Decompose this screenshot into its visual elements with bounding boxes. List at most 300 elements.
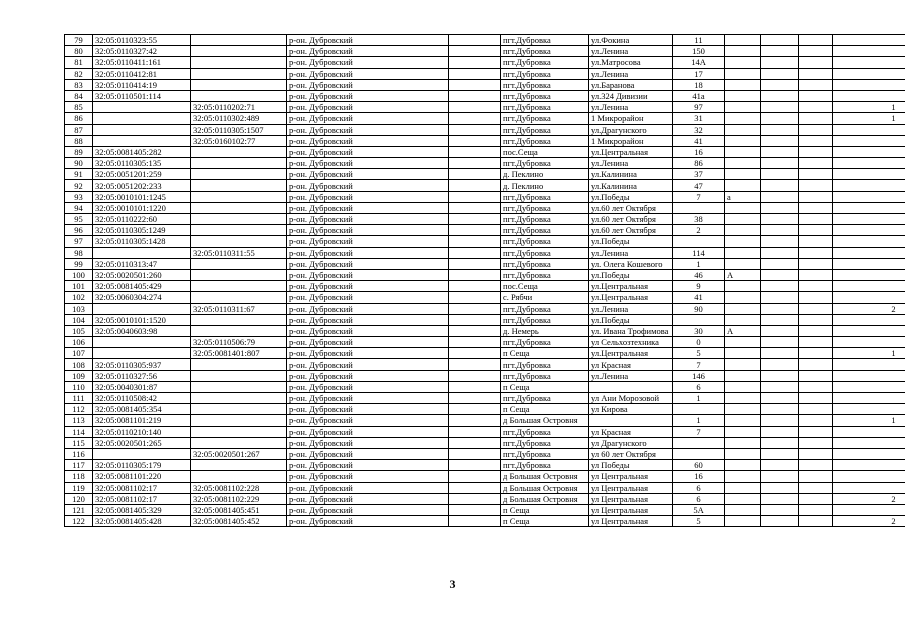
cell-letter <box>725 471 761 482</box>
cell-cadastral-1 <box>93 247 191 258</box>
cell-num: 100 <box>65 269 93 280</box>
cell-settlement: пгт.Дубровка <box>501 202 589 213</box>
page-number: 3 <box>449 577 456 591</box>
table-row <box>65 337 905 348</box>
cell-empty-a <box>449 404 501 415</box>
cell-empty-c <box>799 236 833 247</box>
cell-house: 41 <box>673 292 725 303</box>
cell-empty-a <box>449 236 501 247</box>
cell-cadastral-2: 32:05:0110305:1507 <box>191 124 287 135</box>
cell-letter <box>725 314 761 325</box>
cell-quantity <box>833 370 905 381</box>
cell-settlement: пгт.Дубровка <box>501 90 589 101</box>
cell-street: ул.324 Дивизии <box>589 90 673 101</box>
cell-letter <box>725 124 761 135</box>
cell-empty-b <box>761 460 799 471</box>
cell-num: 87 <box>65 124 93 135</box>
cell-letter <box>725 460 761 471</box>
cell-empty-c <box>799 404 833 415</box>
cell-street: ул Центральная <box>589 516 673 527</box>
cell-empty-c <box>799 471 833 482</box>
cell-settlement: пгт.Дубровка <box>501 303 589 314</box>
cell-empty-c <box>799 46 833 57</box>
cell-empty-a <box>449 191 501 202</box>
cell-street: ул.Ленина <box>589 370 673 381</box>
cell-district: р-он. Дубровский <box>287 236 449 247</box>
cell-district: р-он. Дубровский <box>287 370 449 381</box>
cell-cadastral-2 <box>191 359 287 370</box>
cell-district: р-он. Дубровский <box>287 79 449 90</box>
cell-house: 41 <box>673 135 725 146</box>
cell-street: ул.Победы <box>589 314 673 325</box>
cell-empty-a <box>449 79 501 90</box>
cell-cadastral-1: 32:05:0081405:354 <box>93 404 191 415</box>
cell-street: ул Центральная <box>589 504 673 515</box>
cell-house: 114 <box>673 247 725 258</box>
cell-house: 97 <box>673 102 725 113</box>
cell-street: ул Кирова <box>589 404 673 415</box>
cell-street: 1 Микрорайон <box>589 135 673 146</box>
cell-house: 38 <box>673 214 725 225</box>
cell-quantity <box>833 337 905 348</box>
cell-letter <box>725 415 761 426</box>
cell-district: р-он. Дубровский <box>287 281 449 292</box>
cell-num: 98 <box>65 247 93 258</box>
cell-empty-a <box>449 124 501 135</box>
cell-district: р-он. Дубровский <box>287 258 449 269</box>
table-row <box>65 225 905 236</box>
cell-empty-a <box>449 314 501 325</box>
cell-quantity <box>833 135 905 146</box>
cell-empty-a <box>449 504 501 515</box>
cell-cadastral-2: 32:05:0081102:228 <box>191 482 287 493</box>
cell-street: ул.Фокина <box>589 35 673 46</box>
cell-empty-c <box>799 504 833 515</box>
cell-street: ул.Центральная <box>589 348 673 359</box>
cell-district: р-он. Дубровский <box>287 90 449 101</box>
cell-num: 111 <box>65 393 93 404</box>
cell-empty-c <box>799 214 833 225</box>
table-row <box>65 247 905 258</box>
cell-num: 118 <box>65 471 93 482</box>
cell-letter <box>725 236 761 247</box>
cell-district: р-он. Дубровский <box>287 348 449 359</box>
cell-letter <box>725 504 761 515</box>
cell-empty-b <box>761 124 799 135</box>
cell-district: р-он. Дубровский <box>287 325 449 336</box>
table-row <box>65 448 905 459</box>
cell-house: 6 <box>673 482 725 493</box>
cell-house: 11 <box>673 35 725 46</box>
cell-letter: А <box>725 325 761 336</box>
cell-empty-c <box>799 57 833 68</box>
cell-letter <box>725 337 761 348</box>
cell-cadastral-2 <box>191 79 287 90</box>
table-row <box>65 35 905 46</box>
cell-empty-c <box>799 146 833 157</box>
cell-letter <box>725 146 761 157</box>
cell-district: р-он. Дубровский <box>287 68 449 79</box>
cell-street: ул.Центральная <box>589 146 673 157</box>
cell-empty-a <box>449 437 501 448</box>
cell-settlement: пгт.Дубровка <box>501 269 589 280</box>
cell-settlement: пгт.Дубровка <box>501 359 589 370</box>
cell-empty-c <box>799 516 833 527</box>
cell-street: ул.Победы <box>589 236 673 247</box>
cell-cadastral-1: 32:05:0110412:81 <box>93 68 191 79</box>
cell-house: 90 <box>673 303 725 314</box>
cell-cadastral-1: 32:05:0060304:274 <box>93 292 191 303</box>
cell-cadastral-2 <box>191 68 287 79</box>
cell-house: 0 <box>673 337 725 348</box>
table-row <box>65 146 905 157</box>
cell-cadastral-1 <box>93 124 191 135</box>
table-row <box>65 135 905 146</box>
cell-street: ул Победы <box>589 460 673 471</box>
cell-house: 41а <box>673 90 725 101</box>
cell-cadastral-2: 32:05:0110202:71 <box>191 102 287 113</box>
cell-house: 150 <box>673 46 725 57</box>
cell-empty-a <box>449 325 501 336</box>
cell-cadastral-2 <box>191 281 287 292</box>
cell-empty-a <box>449 68 501 79</box>
cell-cadastral-1: 32:05:0081102:17 <box>93 493 191 504</box>
cell-empty-b <box>761 146 799 157</box>
cell-cadastral-1: 32:05:0110411:161 <box>93 57 191 68</box>
cell-quantity <box>833 90 905 101</box>
cell-empty-b <box>761 214 799 225</box>
cell-num: 104 <box>65 314 93 325</box>
table-row <box>65 415 905 426</box>
table-row <box>65 325 905 336</box>
cell-num: 90 <box>65 158 93 169</box>
cell-quantity <box>833 57 905 68</box>
cell-num: 84 <box>65 90 93 101</box>
cell-cadastral-2 <box>191 471 287 482</box>
cell-letter <box>725 381 761 392</box>
cell-street: 1 Микрорайон <box>589 113 673 124</box>
table-row <box>65 516 905 527</box>
cell-street: ул.Победы <box>589 269 673 280</box>
table-row <box>65 124 905 135</box>
cell-settlement: д Большая Островня <box>501 493 589 504</box>
cell-quantity <box>833 426 905 437</box>
cell-cadastral-2 <box>191 225 287 236</box>
cell-cadastral-1: 32:05:0051202:233 <box>93 180 191 191</box>
cell-empty-b <box>761 169 799 180</box>
cell-district: р-он. Дубровский <box>287 404 449 415</box>
cell-empty-b <box>761 135 799 146</box>
cell-quantity <box>833 236 905 247</box>
cell-num: 113 <box>65 415 93 426</box>
cell-letter <box>725 225 761 236</box>
cell-settlement: пгт.Дубровка <box>501 437 589 448</box>
cell-quantity <box>833 448 905 459</box>
cell-letter: а <box>725 191 761 202</box>
cell-cadastral-1: 32:05:0010101:1220 <box>93 202 191 213</box>
cell-letter <box>725 102 761 113</box>
cell-empty-c <box>799 225 833 236</box>
cell-street: ул.Победы <box>589 191 673 202</box>
cell-street: ул.60 лет Октября <box>589 225 673 236</box>
cell-num: 96 <box>65 225 93 236</box>
cell-empty-b <box>761 247 799 258</box>
cell-letter <box>725 393 761 404</box>
cell-cadastral-1: 32:05:0020501:265 <box>93 437 191 448</box>
cell-street: ул.Драгунского <box>589 124 673 135</box>
cell-cadastral-2: 32:05:0081405:452 <box>191 516 287 527</box>
cell-district: р-он. Дубровский <box>287 102 449 113</box>
cell-quantity <box>833 314 905 325</box>
table-row <box>65 191 905 202</box>
cell-empty-c <box>799 169 833 180</box>
cell-letter <box>725 214 761 225</box>
cell-house: 16 <box>673 471 725 482</box>
cell-num: 115 <box>65 437 93 448</box>
cell-street: ул Драгунского <box>589 437 673 448</box>
cell-num: 109 <box>65 370 93 381</box>
cell-empty-b <box>761 79 799 90</box>
table-row <box>65 381 905 392</box>
cell-district: р-он. Дубровский <box>287 225 449 236</box>
cell-cadastral-1: 32:05:0110501:114 <box>93 90 191 101</box>
cell-empty-c <box>799 381 833 392</box>
cell-quantity <box>833 68 905 79</box>
table-row <box>65 404 905 415</box>
table-row <box>65 102 905 113</box>
cell-empty-b <box>761 202 799 213</box>
cell-num: 114 <box>65 426 93 437</box>
cell-letter <box>725 180 761 191</box>
cell-empty-b <box>761 113 799 124</box>
cell-district: р-он. Дубровский <box>287 448 449 459</box>
cell-empty-a <box>449 158 501 169</box>
cell-district: р-он. Дубровский <box>287 303 449 314</box>
cell-empty-b <box>761 269 799 280</box>
cell-empty-a <box>449 269 501 280</box>
cell-num: 108 <box>65 359 93 370</box>
table-row <box>65 504 905 515</box>
cell-empty-b <box>761 393 799 404</box>
cell-district: р-он. Дубровский <box>287 337 449 348</box>
cell-empty-b <box>761 46 799 57</box>
cell-quantity: 1 <box>833 113 905 124</box>
cell-num: 102 <box>65 292 93 303</box>
cell-district: р-он. Дубровский <box>287 471 449 482</box>
cell-cadastral-1: 32:05:0081101:219 <box>93 415 191 426</box>
cell-cadastral-2 <box>191 437 287 448</box>
cell-cadastral-2 <box>191 415 287 426</box>
cell-settlement: пгт.Дубровка <box>501 314 589 325</box>
cell-cadastral-1 <box>93 102 191 113</box>
cell-letter <box>725 158 761 169</box>
cell-empty-c <box>799 269 833 280</box>
cell-empty-b <box>761 158 799 169</box>
cell-settlement: пгт.Дубровка <box>501 113 589 124</box>
cell-empty-c <box>799 292 833 303</box>
cell-empty-a <box>449 247 501 258</box>
cell-empty-c <box>799 359 833 370</box>
cell-letter <box>725 169 761 180</box>
cell-empty-c <box>799 303 833 314</box>
cell-quantity <box>833 258 905 269</box>
cell-empty-b <box>761 504 799 515</box>
cell-settlement: пгт.Дубровка <box>501 393 589 404</box>
table-row <box>65 269 905 280</box>
cell-quantity <box>833 180 905 191</box>
cell-empty-a <box>449 426 501 437</box>
cell-num: 120 <box>65 493 93 504</box>
cell-num: 94 <box>65 202 93 213</box>
cell-empty-c <box>799 460 833 471</box>
cell-cadastral-1: 32:05:0110305:179 <box>93 460 191 471</box>
cell-empty-a <box>449 292 501 303</box>
cell-settlement: пгт.Дубровка <box>501 337 589 348</box>
cell-empty-b <box>761 180 799 191</box>
table-row <box>65 169 905 180</box>
cell-quantity: 1 <box>833 415 905 426</box>
cell-cadastral-1: 32:05:0110222:60 <box>93 214 191 225</box>
cell-letter <box>725 348 761 359</box>
cell-quantity <box>833 281 905 292</box>
cell-num: 112 <box>65 404 93 415</box>
table-row <box>65 314 905 325</box>
cell-empty-c <box>799 79 833 90</box>
cell-empty-b <box>761 325 799 336</box>
cell-num: 107 <box>65 348 93 359</box>
cell-street: ул.Калинина <box>589 169 673 180</box>
cell-district: р-он. Дубровский <box>287 124 449 135</box>
cell-quantity <box>833 471 905 482</box>
cell-cadastral-2 <box>191 191 287 202</box>
cell-quantity <box>833 482 905 493</box>
table-row <box>65 158 905 169</box>
cell-quantity <box>833 247 905 258</box>
cell-letter <box>725 482 761 493</box>
cell-cadastral-1: 32:05:0010101:1245 <box>93 191 191 202</box>
cell-num: 92 <box>65 180 93 191</box>
cell-num: 121 <box>65 504 93 515</box>
cell-street: ул Красная <box>589 426 673 437</box>
cell-settlement: пгт.Дубровка <box>501 124 589 135</box>
cell-empty-a <box>449 337 501 348</box>
cell-empty-a <box>449 46 501 57</box>
cell-num: 83 <box>65 79 93 90</box>
cell-empty-c <box>799 158 833 169</box>
cell-empty-c <box>799 337 833 348</box>
cell-num: 80 <box>65 46 93 57</box>
cell-street <box>589 415 673 426</box>
cell-cadastral-2 <box>191 57 287 68</box>
cell-district: р-он. Дубровский <box>287 482 449 493</box>
table-row <box>65 202 905 213</box>
cell-settlement: п Сеща <box>501 381 589 392</box>
cell-cadastral-1: 32:05:0110305:1428 <box>93 236 191 247</box>
cell-empty-a <box>449 381 501 392</box>
cell-cadastral-1 <box>93 337 191 348</box>
cell-cadastral-2 <box>191 381 287 392</box>
cell-district: р-он. Дубровский <box>287 516 449 527</box>
cell-district: р-он. Дубровский <box>287 46 449 57</box>
cell-cadastral-1: 32:05:0020501:260 <box>93 269 191 280</box>
cell-empty-a <box>449 113 501 124</box>
table-row <box>65 236 905 247</box>
cell-cadastral-2 <box>191 370 287 381</box>
cell-cadastral-1 <box>93 348 191 359</box>
cell-empty-a <box>449 135 501 146</box>
cell-quantity <box>833 169 905 180</box>
table-row <box>65 79 905 90</box>
cell-settlement: пгт.Дубровка <box>501 46 589 57</box>
cell-empty-a <box>449 225 501 236</box>
cell-cadastral-2 <box>191 460 287 471</box>
cell-empty-c <box>799 202 833 213</box>
cell-empty-c <box>799 90 833 101</box>
cell-settlement: пгт.Дубровка <box>501 57 589 68</box>
cell-empty-a <box>449 102 501 113</box>
cell-empty-b <box>761 482 799 493</box>
cell-num: 85 <box>65 102 93 113</box>
cell-district: р-он. Дубровский <box>287 57 449 68</box>
cell-cadastral-2 <box>191 46 287 57</box>
cell-num: 81 <box>65 57 93 68</box>
cell-empty-b <box>761 102 799 113</box>
cell-cadastral-2 <box>191 269 287 280</box>
cell-cadastral-2 <box>191 169 287 180</box>
cell-empty-c <box>799 113 833 124</box>
cell-letter <box>725 135 761 146</box>
cell-quantity <box>833 225 905 236</box>
cell-house: 37 <box>673 169 725 180</box>
cell-house: 16 <box>673 146 725 157</box>
cell-cadastral-2: 32:05:0110302:489 <box>191 113 287 124</box>
cell-cadastral-1: 32:05:0110327:56 <box>93 370 191 381</box>
cell-letter <box>725 113 761 124</box>
cell-house: 9 <box>673 281 725 292</box>
cell-quantity <box>833 79 905 90</box>
cell-cadastral-2: 32:05:0110506:79 <box>191 337 287 348</box>
cell-settlement: п Сеща <box>501 348 589 359</box>
cell-house <box>673 314 725 325</box>
cell-empty-a <box>449 303 501 314</box>
cell-street: ул.Ленина <box>589 158 673 169</box>
cell-cadastral-2: 32:05:0110311:67 <box>191 303 287 314</box>
cell-empty-b <box>761 516 799 527</box>
cell-empty-a <box>449 471 501 482</box>
cell-empty-a <box>449 493 501 504</box>
cell-district: р-он. Дубровский <box>287 381 449 392</box>
cell-letter <box>725 68 761 79</box>
cell-letter <box>725 292 761 303</box>
cell-letter <box>725 437 761 448</box>
cell-house: 86 <box>673 158 725 169</box>
cell-quantity: 2 <box>833 303 905 314</box>
cell-street: ул Центральная <box>589 482 673 493</box>
cell-settlement: пгт.Дубровка <box>501 247 589 258</box>
cell-street: ул Ани Морозовой <box>589 393 673 404</box>
cell-empty-c <box>799 191 833 202</box>
cell-letter <box>725 35 761 46</box>
cell-cadastral-1: 32:05:0110305:1249 <box>93 225 191 236</box>
cell-cadastral-1 <box>93 303 191 314</box>
cell-settlement: пгт.Дубровка <box>501 191 589 202</box>
cell-street: ул.Ленина <box>589 46 673 57</box>
cell-house: 32 <box>673 124 725 135</box>
cell-house: 60 <box>673 460 725 471</box>
cell-street: ул.Калинина <box>589 180 673 191</box>
cell-house: 7 <box>673 426 725 437</box>
cell-empty-a <box>449 214 501 225</box>
